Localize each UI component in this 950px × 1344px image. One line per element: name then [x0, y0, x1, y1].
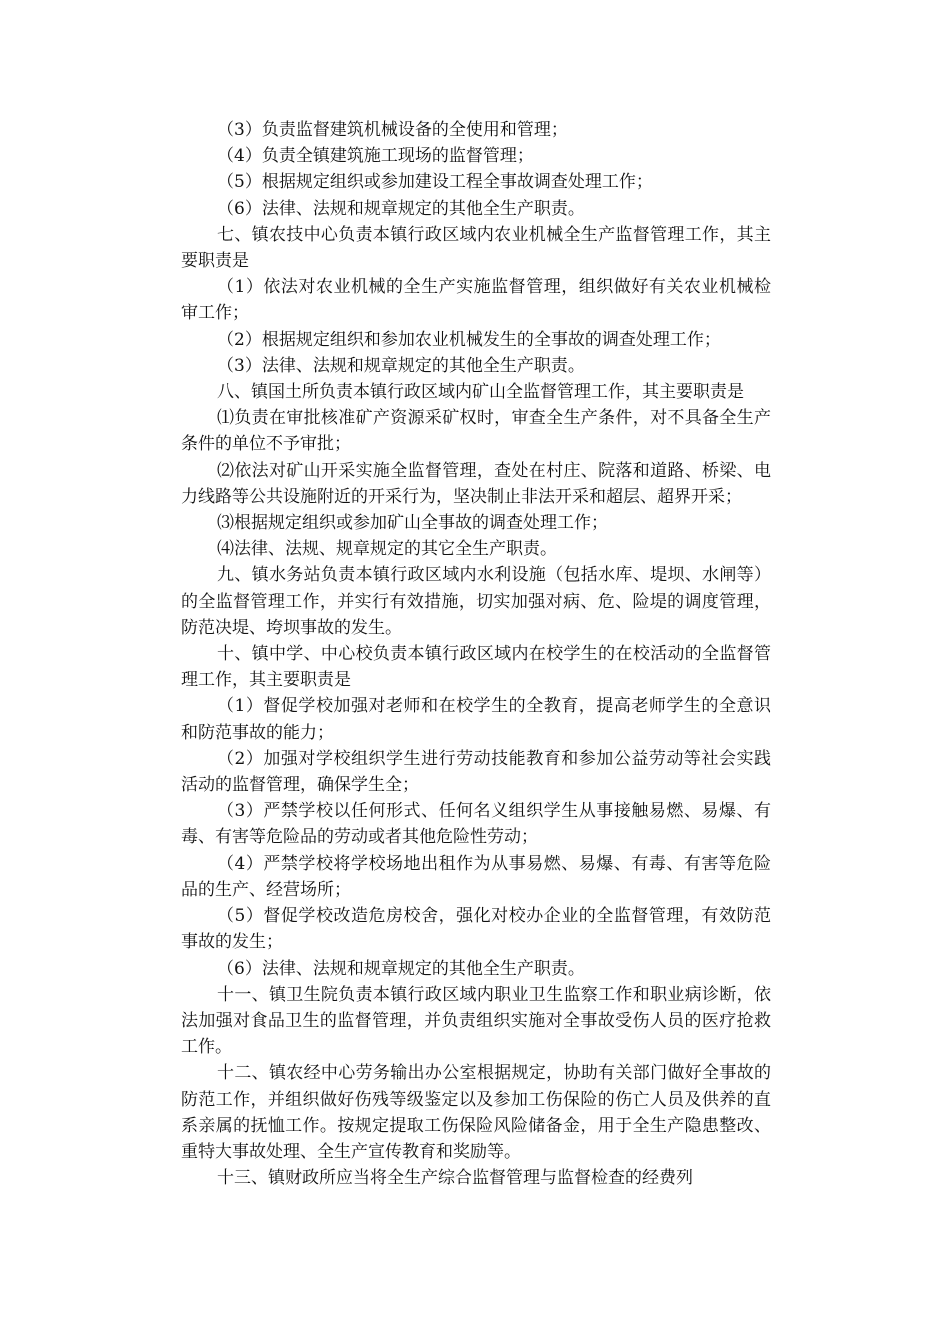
paragraph-item-5-1: （5）根据规定组织或参加建设工程全事故调查处理工作；	[217, 172, 653, 193]
paragraph-item-1-2: （1）依法对农业机械的全生产实施监督管理，组织做好有关农业机械检审工作；	[181, 277, 771, 324]
paragraph-item-3-2: （3）法律、法规和规章规定的其他全生产职责。	[217, 355, 585, 376]
paragraph-section-13: 十三、镇财政所应当将全生产综合监督管理与监督检查的经费列	[217, 1168, 693, 1189]
paragraph-item-3-1: （3）负责监督建筑机械设备的全使用和管理；	[217, 120, 568, 140]
paragraph-item-2-3: ⑵依法对矿山开采实施全监督管理，查处在村庄、院落和道路、桥梁、电力线路等公共设施附近的开采行为，坚决制止非法开采和超层、超界开采；	[181, 460, 771, 507]
paragraph-item-6-1: （6）法律、法规和规章规定的其他全生产职责。	[217, 198, 585, 219]
paragraph-item-2-4: （2）加强对学校组织学生进行劳动技能教育和参加公益劳动等社会实践活动的监督管理，确保学生全；	[181, 748, 771, 796]
paragraph-item-3-3: ⑶根据规定组织或参加矿山全事故的调查处理工作；	[217, 513, 608, 534]
paragraph-item-6-4: （6）法律、法规和规章规定的其他全生产职责。	[217, 958, 585, 979]
paragraph-item-4-4: （4）严禁学校将学校场地出租作为从事易燃、易爆、有毒、有害等危险品的生产、经营场所；	[181, 853, 771, 900]
paragraph-item-5-4: （5）督促学校改造危房校舍，强化对校办企业的全监督管理，有效防范事故的发生；	[181, 906, 771, 953]
paragraph-item-1-3: ⑴负责在审批核准矿产资源采矿权时，审查全生产条件，对不具备全生产条件的单位不予审批；	[181, 408, 771, 455]
paragraph-item-3-4: （3）严禁学校以任何形式、任何名义组织学生从事接触易燃、易爆、有毒、有害等危险品的劳动或者其他危险性劳动；	[181, 801, 771, 848]
paragraph-section-8: 八、镇国土所负责本镇行政区域内矿山全监督管理工作，其主要职责是	[217, 382, 744, 403]
paragraph-item-2-2: （2）根据规定组织和参加农业机械发生的全事故的调查处理工作；	[217, 329, 721, 350]
paragraph-item-4-3: ⑷法律、法规、规章规定的其它全生产职责。	[217, 539, 557, 560]
paragraph-section-12: 十二、镇农经中心劳务输出办公室根据规定，协助有关部门做好全事故的防范工作，并组织做好伤残等级鉴定以及参加工伤保险的伤亡人员及供养的直系亲属的抚恤工作。按规定提取工伤保险风险储备金，用于全生产隐患整改、重特大事故处理、全生产宣传教育和奖励等。	[181, 1063, 771, 1162]
paragraph-section-11: 十一、镇卫生院负责本镇行政区域内职业卫生监察工作和职业病诊断，依法加强对食品卫生的监督管理，并负责组织实施对全事故受伤人员的医疗抢救工作。	[181, 984, 771, 1058]
paragraph-section-10: 十、镇中学、中心校负责本镇行政区域内在校学生的在校活动的全监督管理工作，其主要职责是	[181, 644, 771, 691]
paragraph-section-9: 九、镇水务站负责本镇行政区域内水利设施（包括水库、堤坝、水闸等）的全监督管理工作，并实行有效措施，切实加强对病、危、险堤的调度管理，防范决堤、垮坝事故的发生。	[181, 565, 771, 638]
paragraph-section-7: 七、镇农技中心负责本镇行政区域内农业机械全生产监督管理工作，其主要职责是	[181, 224, 771, 272]
paragraph-item-1-4: （1）督促学校加强对老师和在校学生的全教育，提高老师学生的全意识和防范事故的能力；	[181, 696, 771, 743]
paragraph-item-4-1: （4）负责全镇建筑施工现场的监督管理；	[217, 146, 534, 167]
document-page	[181, 117, 771, 1191]
